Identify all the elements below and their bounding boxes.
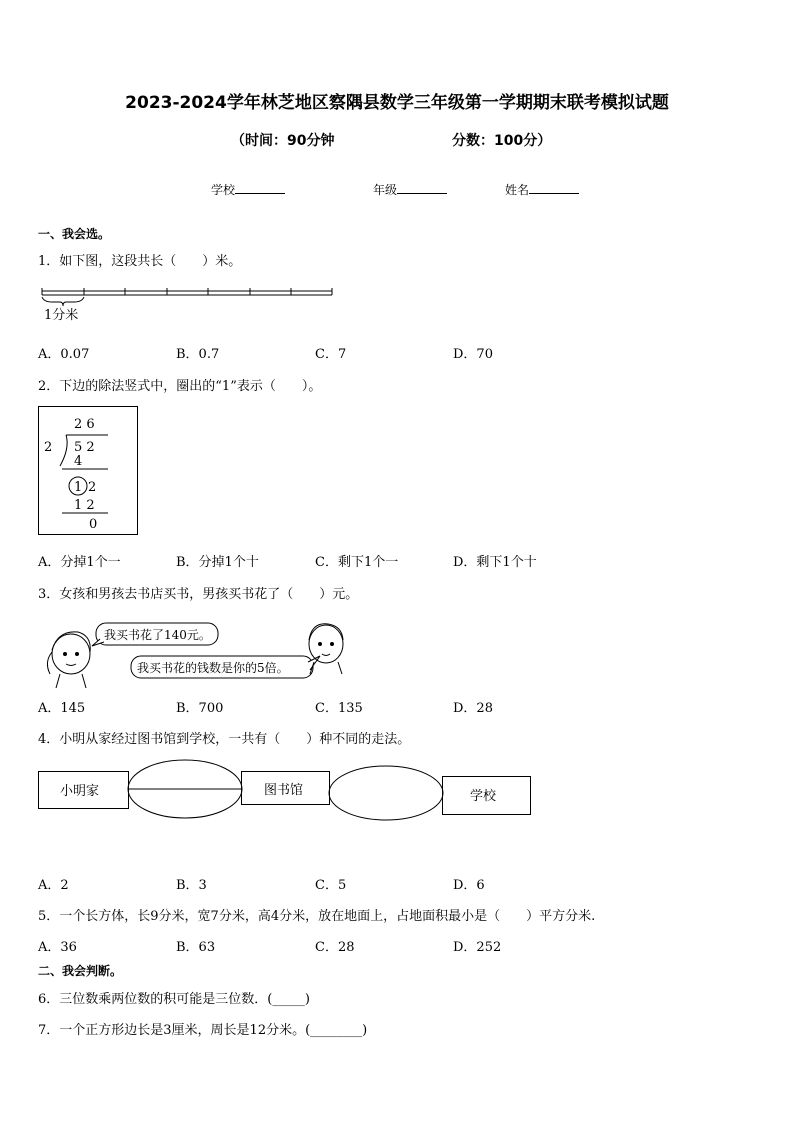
question-1: 1．如下图，这段共长（ ）米。 [38, 254, 242, 269]
time-label: （时间：90分钟 [231, 133, 335, 149]
section-1-heading: 一、我会选。 [38, 227, 111, 241]
remainder-digit: 2 [88, 480, 97, 495]
q4-option-b[interactable]: B．3 [176, 878, 207, 893]
route-figure [36, 756, 536, 824]
name-field: 姓名 [505, 181, 579, 198]
q2-option-c[interactable]: C．剩下1个一 [315, 555, 399, 570]
q4-option-d[interactable]: D．6 [453, 878, 485, 893]
name-blank[interactable] [529, 181, 579, 194]
long-division-figure [38, 406, 139, 536]
q4-option-c[interactable]: C．5 [315, 878, 347, 893]
q1-option-b[interactable]: B．0.7 [176, 347, 220, 362]
school-field: 学校 [211, 181, 285, 198]
place-library: 图书馆 [264, 783, 304, 798]
question-2: 2．下边的除法竖式中，圈出的“1”表示（ ）。 [38, 379, 322, 394]
girl-icon [47, 632, 90, 688]
grade-field: 年级 [373, 181, 447, 198]
q3-option-d[interactable]: D．28 [453, 701, 493, 716]
step1-product: 4 [74, 454, 83, 469]
q1-option-c[interactable]: C．7 [315, 347, 347, 362]
quotient: 2 6 [74, 417, 95, 432]
q5-option-a[interactable]: A．36 [38, 940, 77, 955]
step2-product: 1 2 [74, 498, 95, 513]
q1-option-a[interactable]: A．0.07 [38, 347, 90, 362]
boy-speech: 我买书花的钱数是你的5倍。 [137, 661, 289, 675]
q1-option-d[interactable]: D．70 [453, 347, 493, 362]
page-title: 2023-2024学年林芝地区察隅县数学三年级第一学期期末联考模拟试题 [125, 93, 669, 113]
question-5: 5．一个长方体，长9分米，宽7分米，高4分米，放在地面上，占地面积最小是（ ）平方分米. [38, 909, 596, 924]
girl-speech: 我买书花了140元。 [104, 628, 211, 642]
question-3: 3．女孩和男孩去书店买书，男孩买书花了（ ）元。 [38, 587, 359, 602]
boy-icon [309, 624, 343, 674]
school-blank[interactable] [235, 181, 285, 194]
q2-option-a[interactable]: A．分掉1个一 [38, 555, 121, 570]
ruler-label: 1分米 [44, 308, 79, 323]
q3-option-a[interactable]: A．145 [38, 701, 86, 716]
dialogue-figure [38, 612, 358, 690]
q3-option-b[interactable]: B．700 [176, 701, 224, 716]
q3-option-c[interactable]: C．135 [315, 701, 363, 716]
section-2-heading: 二、我会判断。 [38, 964, 123, 978]
question-7: 7．一个正方形边长是3厘米，周长是12分米。(________) [38, 1023, 368, 1038]
ruler-figure [38, 285, 338, 325]
place-home: 小明家 [60, 784, 100, 799]
q4-option-a[interactable]: A．2 [38, 878, 69, 893]
q2-option-b[interactable]: B．分掉1个十 [176, 555, 259, 570]
q5-option-c[interactable]: C．28 [315, 940, 355, 955]
grade-blank[interactable] [397, 181, 447, 194]
q5-option-b[interactable]: B．63 [176, 940, 216, 955]
q5-option-d[interactable]: D．252 [453, 940, 502, 955]
q2-option-d[interactable]: D．剩下1个十 [453, 555, 537, 570]
question-4: 4．小明从家经过图书馆到学校，一共有（ ）种不同的走法。 [38, 732, 411, 747]
final-remainder: 0 [89, 517, 98, 532]
dividend: 5 2 [74, 440, 95, 455]
divisor: 2 [44, 440, 53, 455]
place-school: 学校 [470, 789, 497, 804]
question-6: 6．三位数乘两位数的积可能是三位数．(_____) [38, 992, 310, 1007]
score-label: 分数：100分） [452, 133, 552, 149]
circled-digit: 1 [74, 480, 83, 495]
